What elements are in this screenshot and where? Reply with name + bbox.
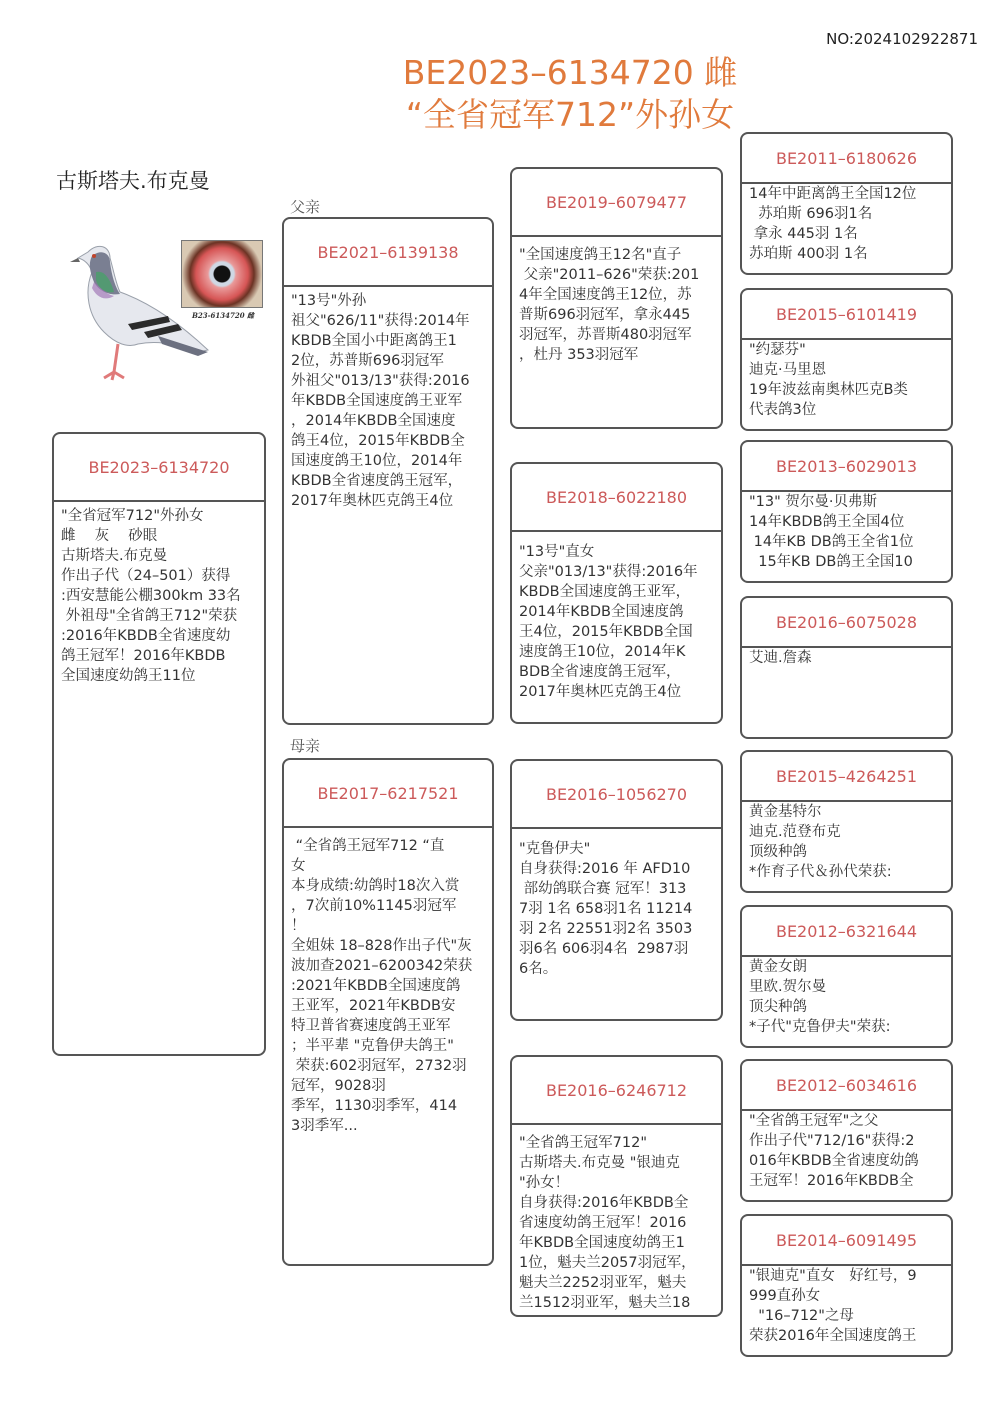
grandparent-ring: BE2018–6022180 [512,464,721,532]
mother-details: “全省鸽王冠军712 “直 女 本身成绩:幼鸽时18次入赏 ，7次前10%1145羽冠军 ！ 全姐妹 18–828作出子代"灰 波加查2021–6200342荣获 :2021年KBDB全国速度鸽 王亚军，2021年KBDB安 特卫普省赛速度鸽王亚军 ；半平辈 "克鲁伊夫鸽王" 荣获:602羽冠军，2732羽 冠军，9028羽 季军，1130羽季军，414 3羽季军... [291,838,473,1134]
great-grandparent-ring: BE2012–6321644 [742,907,951,957]
great-grandparent-details: "全省鸽王冠军"之父 作出子代"712/16"获得:2 016年KBDB全省速度幼鸽 王冠军！2016年KBDB全 [749,1113,919,1189]
great-grandparent-details: 艾迪.詹森 [749,650,812,666]
great-grandparent-ring: BE2011–6180626 [742,134,951,184]
great-grandparent-details: 黄金女朗 里欧.贺尔曼 顶尖种鸽 *子代"克鲁伊夫"荣获: [749,959,891,1035]
father-ring: BE2021–6139138 [284,219,492,287]
great-grandparent-card[interactable] [740,1059,953,1202]
great-grandparent-card[interactable] [740,905,953,1048]
mother-ring: BE2017–6217521 [284,760,492,828]
father-card[interactable] [282,217,494,725]
subject-card[interactable] [52,432,266,1056]
great-grandparent-ring: BE2015–6101419 [742,290,951,340]
great-grandparent-ring: BE2013–6029013 [742,442,951,492]
grandparent-details: "全省鸽王冠军712" 古斯塔夫.布克曼 "银迪克 "孙女！ 自身获得:2016年KBDB全 省速度幼鸽王冠军！2016 年KBDB全国速度幼鸽王1 1位，魁夫兰2057羽冠军， 魁夫兰2252羽亚军，魁夫 兰1512羽亚军，魁夫兰18 [519,1135,696,1311]
page-title [360,52,780,136]
title-line-2: “全省冠军712”外孙女 [405,95,735,134]
father-label: 父亲 [290,198,321,216]
subject-details: "全省冠军712"外孙女 雌 灰 砂眼 古斯塔夫.布克曼 作出子代（24–501）获得 :西安慧能公棚300km 33名 外祖母"全省鸽王712"荣获 :2016年KBDB全省速度幼 鸽王冠军！2016年KBDB 全国速度幼鸽王11位 [61,508,241,684]
great-grandparent-details: 黄金基特尔 迪克.范登布克 顶级种鸽 *作育子代＆孙代荣获: [749,804,892,880]
grandparent-details: "13号"直女 父亲"013/13"获得:2016年 KBDB全国速度鸽王亚军， 2014年KBDB全国速度鸽 王4位，2015年KBDB全国 速度鸽王10位，2014年K BDB全省速度鸽王冠军， 2017年奥林匹克鸽王4位 [519,544,698,700]
breeder-name: 古斯塔夫.布克曼 [56,169,210,193]
subject-ring: BE2023–6134720 [54,434,264,502]
great-grandparent-ring: BE2014–6091495 [742,1216,951,1266]
great-grandparent-card[interactable] [740,750,953,893]
grandparent-details: "克鲁伊夫" 自身获得:2016 年 AFD10 部幼鸽联合赛 冠军！313 7羽 1名 658羽1名 11214 羽 2名 22551羽2名 3503 羽6名 606羽4名 2987羽 6名。 [519,841,693,977]
eye-photo-icon [181,240,263,308]
father-details: "13号"外孙 祖父"626/11"获得:2014年 KBDB全国小中距离鸽王1 2位，苏普斯696羽冠军 外祖父"013/13"获得:2016 年KBDB全国速度鸽王亚军 ，2014年KBDB全国速度 鸽王4位，2015年KBDB全 国速度鸽王10位，2014年 KBDB全省速度鸽王冠军， 2017年奥林匹克鸽王4位 [291,293,470,509]
grandparent-ring: BE2016–6246712 [512,1057,721,1125]
grandparent-card[interactable] [510,1055,723,1317]
great-grandparent-card[interactable] [740,1214,953,1357]
grandparent-card[interactable] [510,462,723,724]
great-grandparent-details: "银迪克"直女 好红号，9 999直孙女 "16–712"之母 荣获2016年全国速度鸽王 [749,1268,917,1344]
great-grandparent-ring: BE2016–6075028 [742,598,951,648]
great-grandparent-card[interactable] [740,440,953,583]
great-grandparent-card[interactable] [740,596,953,739]
grandparent-card[interactable] [510,167,723,429]
great-grandparent-card[interactable] [740,288,953,431]
grandparent-ring: BE2019–6079477 [512,169,721,237]
eye-caption: B23-6134720 雌 [191,311,255,320]
document-number: NO:2024102922871 [826,30,978,48]
great-grandparent-card[interactable] [740,132,953,275]
great-grandparent-details: "约瑟芬" 迪克·马里恩 19年波兹南奥林匹克B类 代表鸽3位 [749,342,908,418]
great-grandparent-details: "13" 贺尔曼·贝弗斯 14年KBDB鸽王全国4位 14年KB DB鸽王全省1位 15年KB DB鸽王全国10 [749,494,914,570]
mother-card[interactable] [282,758,494,1266]
title-line-1: BE2023–6134720 雌 [402,53,738,92]
grandparent-ring: BE2016–1056270 [512,761,721,829]
grandparent-details: "全国速度鸽王12名"直子 父亲"2011–626"荣获:201 4年全国速度鸽王12位，苏 普斯696羽冠军，拿永445 羽冠军，苏晋斯480羽冠军 ，杜丹 353羽冠军 [519,247,700,363]
great-grandparent-ring: BE2012–6034616 [742,1061,951,1111]
great-grandparent-details: 14年中距离鸽王全国12位 苏珀斯 696羽1名 拿永 445羽 1名 苏珀斯 400羽 1名 [749,186,917,262]
mother-label: 母亲 [290,737,321,755]
grandparent-card[interactable] [510,759,723,1021]
great-grandparent-ring: BE2015–4264251 [742,752,951,802]
